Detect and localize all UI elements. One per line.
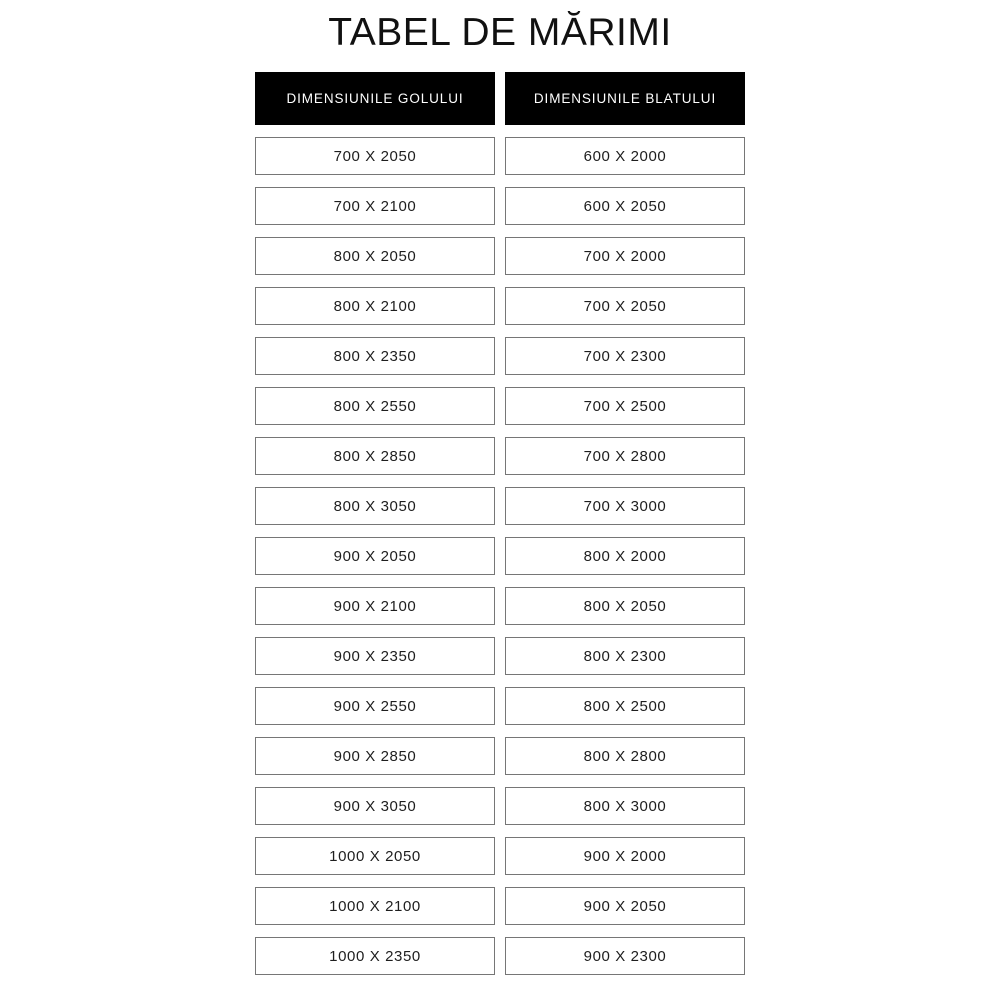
size-cell-blatului: 800 X 2050: [505, 587, 745, 625]
page-title: TABEL DE MĂRIMI: [328, 11, 672, 54]
size-cell-blatului: 800 X 2800: [505, 737, 745, 775]
size-cell-blatului: 600 X 2050: [505, 187, 745, 225]
size-cell-blatului: 800 X 2000: [505, 537, 745, 575]
size-cell-golului: 800 X 2100: [255, 287, 495, 325]
size-cell-golului: 800 X 3050: [255, 487, 495, 525]
size-cell-blatului: 700 X 2800: [505, 437, 745, 475]
size-cell-blatului: 700 X 2050: [505, 287, 745, 325]
size-cell-golului: 800 X 2850: [255, 437, 495, 475]
size-table: [255, 72, 745, 975]
size-cell-blatului: 800 X 3000: [505, 787, 745, 825]
size-cell-golului: 700 X 2100: [255, 187, 495, 225]
column-header-golului: DIMENSIUNILE GOLULUI: [255, 72, 495, 125]
size-cell-golului: 800 X 2050: [255, 237, 495, 275]
size-cell-blatului: 900 X 2300: [505, 937, 745, 975]
size-cell-golului: 900 X 2100: [255, 587, 495, 625]
size-cell-golului: 800 X 2550: [255, 387, 495, 425]
size-cell-golului: 900 X 2550: [255, 687, 495, 725]
size-cell-golului: 800 X 2350: [255, 337, 495, 375]
size-cell-golului: 1000 X 2100: [255, 887, 495, 925]
size-cell-golului: 900 X 2050: [255, 537, 495, 575]
column-header-blatului: DIMENSIUNILE BLATULUI: [505, 72, 745, 125]
size-cell-blatului: 600 X 2000: [505, 137, 745, 175]
size-cell-blatului: 700 X 2500: [505, 387, 745, 425]
size-cell-golului: 900 X 2850: [255, 737, 495, 775]
size-cell-golului: 900 X 3050: [255, 787, 495, 825]
size-cell-golului: 900 X 2350: [255, 637, 495, 675]
size-cell-blatului: 800 X 2300: [505, 637, 745, 675]
size-cell-golului: 1000 X 2350: [255, 937, 495, 975]
size-cell-blatului: 900 X 2050: [505, 887, 745, 925]
size-cell-blatului: 700 X 3000: [505, 487, 745, 525]
size-cell-blatului: 700 X 2300: [505, 337, 745, 375]
size-cell-golului: 1000 X 2050: [255, 837, 495, 875]
size-cell-blatului: 800 X 2500: [505, 687, 745, 725]
size-cell-golului: 700 X 2050: [255, 137, 495, 175]
size-cell-blatului: 700 X 2000: [505, 237, 745, 275]
size-cell-blatului: 900 X 2000: [505, 837, 745, 875]
